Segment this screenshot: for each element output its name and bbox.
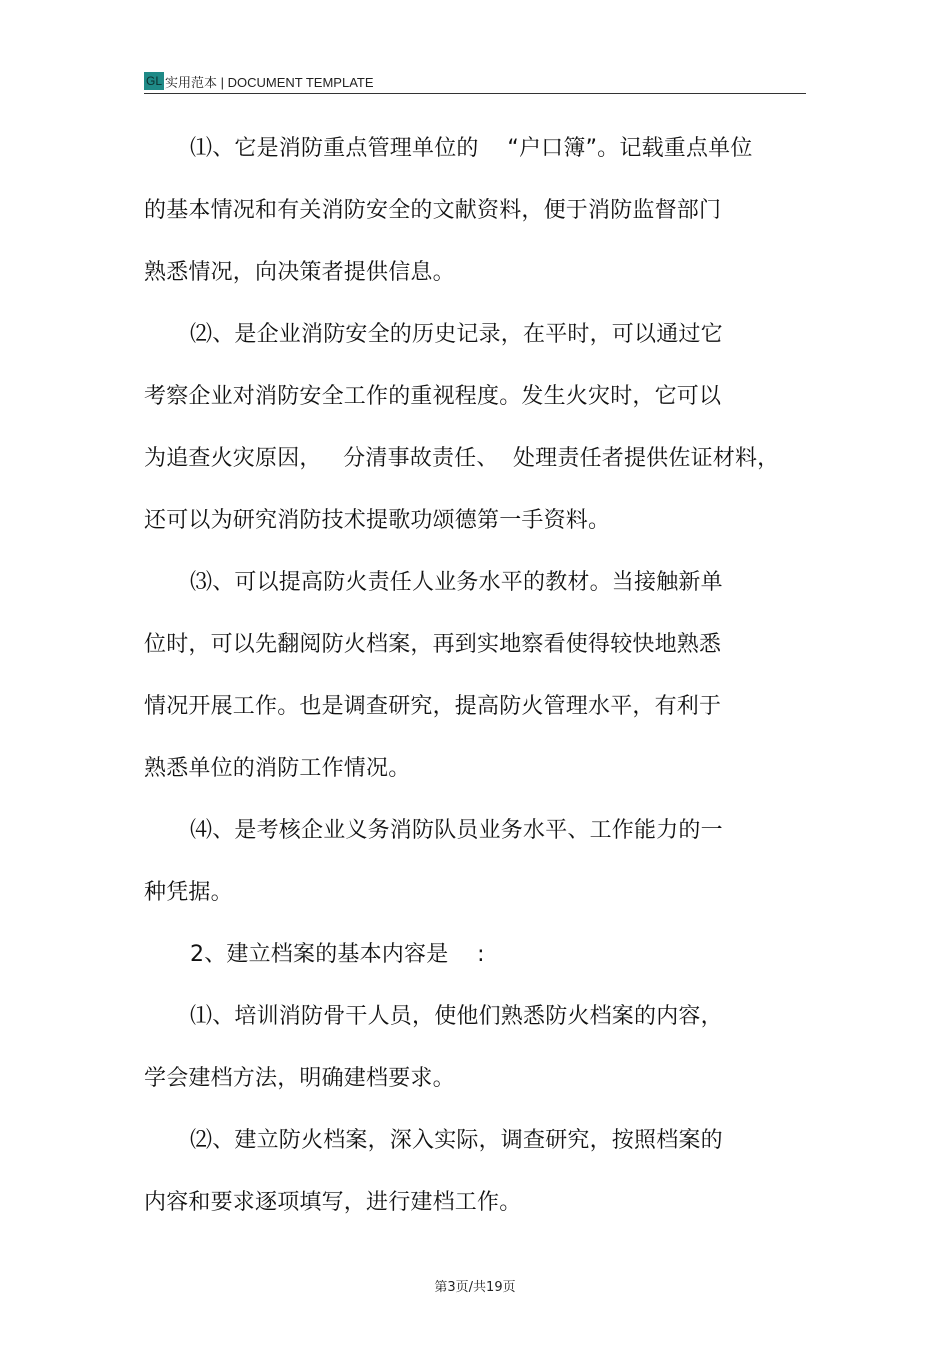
paragraph-line: 情况开展工作。也是调查研究，提高防火管理水平，有利于 <box>144 694 722 719</box>
paragraph-line: ⑵、建立防火档案，深入实际，调查研究，按照档案的 <box>190 1128 723 1153</box>
page-header <box>144 70 806 92</box>
header-title: 实用范本 | DOCUMENT TEMPLATE <box>165 74 374 90</box>
paragraph-line: 熟悉情况，向决策者提供信息。 <box>144 260 455 285</box>
page-number: 第3页/共19页 <box>434 1280 516 1295</box>
paragraph-line: 的基本情况和有关消防安全的文献资料，便于消防监督部门 <box>144 198 722 223</box>
paragraph-line: 考察企业对消防安全工作的重视程度。发生火灾时，它可以 <box>144 384 722 409</box>
paragraph-line: ⑴、培训消防骨干人员，使他们熟悉防火档案的内容， <box>190 1004 723 1029</box>
paragraph-line: ⑴、它是消防重点管理单位的 “户口簿”。记载重点单位 <box>190 136 753 161</box>
paragraph-line: 内容和要求逐项填写，进行建档工作。 <box>144 1190 522 1215</box>
logo-badge: GL <box>146 74 163 88</box>
paragraph-line: ⑷、是考核企业义务消防队员业务水平、工作能力的一 <box>190 818 723 843</box>
paragraph-line: 位时，可以先翻阅防火档案，再到实地察看使得较快地熟悉 <box>144 632 722 657</box>
paragraph-line: 学会建档方法，明确建档要求。 <box>144 1066 455 1091</box>
paragraph-line: 种凭据。 <box>144 880 233 905</box>
paragraph-line: 为追查火灾原因， 分清事故责任、 处理责任者提供佐证材料， <box>144 446 780 471</box>
paragraph-line: ⑶、可以提高防火责任人业务水平的教材。当接触新单 <box>190 570 723 595</box>
paragraph-line: ⑵、是企业消防安全的历史记录，在平时，可以通过它 <box>190 322 723 347</box>
paragraph-line: 熟悉单位的消防工作情况。 <box>144 756 411 781</box>
paragraph-line: 还可以为研究消防技术提歌功颂德第一手资料。 <box>144 508 611 533</box>
document-body <box>144 118 824 1234</box>
header-divider <box>144 93 806 94</box>
section-heading: 2、建立档案的基本内容是 : <box>190 942 485 967</box>
